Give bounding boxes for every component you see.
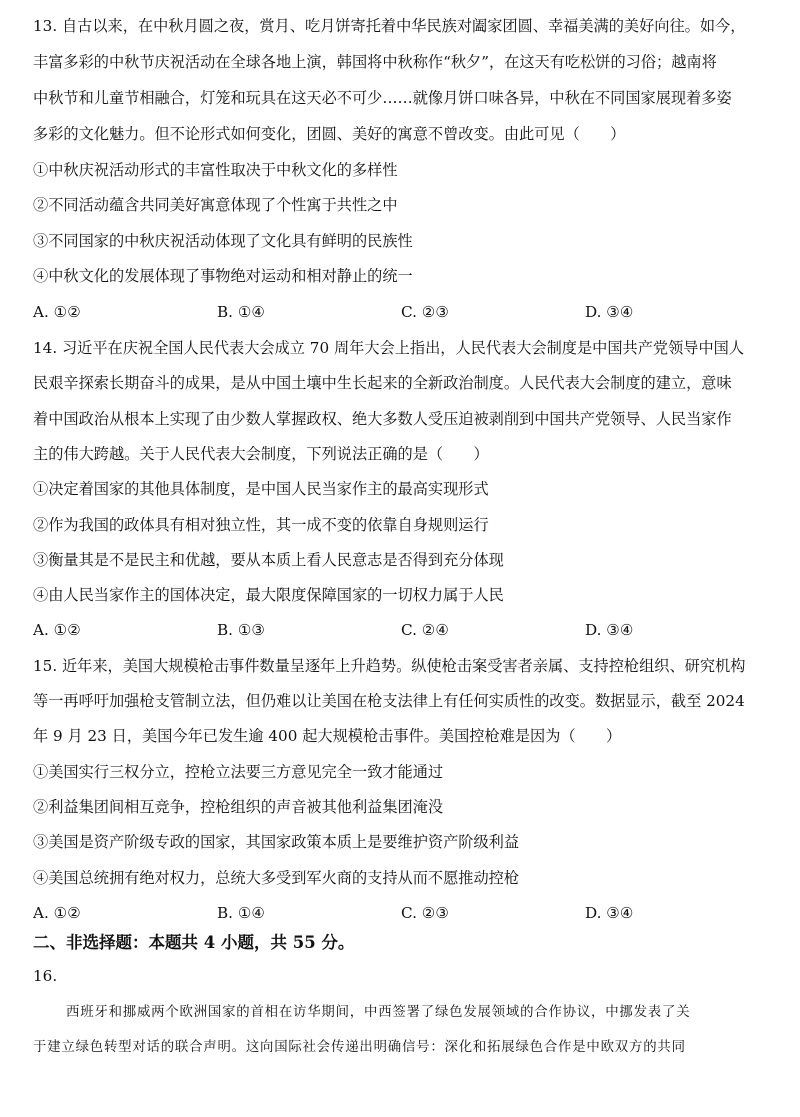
option-a[interactable]: A. ①② bbox=[33, 303, 81, 321]
statement-1: ①美国实行三权分立，控枪立法要三方意见完全一致才能通过 bbox=[33, 763, 444, 781]
statement-3: ③衡量其是不是民主和优越，要从本质上看人民意志是否得到充分体现 bbox=[33, 551, 504, 569]
option-b[interactable]: B. ①④ bbox=[217, 303, 266, 321]
statement-4: ④美国总统拥有绝对权力，总统大多受到军火商的支持从而不愿推动控枪 bbox=[33, 869, 519, 887]
question-14-stem-line: 民艰辛探索长期奋斗的成果，是从中国土壤中生长起来的全新政治制度。人民代表大会制度的建立，意味 bbox=[33, 374, 732, 392]
statement-4: ④中秋文化的发展体现了事物绝对运动和相对静止的统一 bbox=[33, 267, 413, 285]
statement-2: ②不同活动蕴含共同美好寓意体现了个性寓于共性之中 bbox=[33, 196, 398, 214]
option-d[interactable]: D. ③④ bbox=[585, 621, 634, 639]
answer-options bbox=[33, 903, 773, 923]
question-13-stem-line: 多彩的文化魅力。但不论形式如何变化，团圆、美好的寓意不曾改变。由此可见（ ） bbox=[33, 125, 626, 143]
option-d[interactable]: D. ③④ bbox=[585, 303, 634, 321]
question-13-stem-line: 中秋节和儿童节相融合，灯笼和玩具在这天必不可少……就像月饼口味各异，中秋在不同国家展现着多姿 bbox=[33, 89, 732, 107]
question-16-material-line: 西班牙和挪威两个欧洲国家的首相在访华期间，中西签署了绿色发展领域的合作协议，中挪发表了关 bbox=[66, 1005, 691, 1020]
answer-options bbox=[33, 620, 773, 640]
question-15-stem-line: 15. 近年来，美国大规模枪击事件数量呈逐年上升趋势。纵使枪击案受害者亲属、支持控枪组织、研究机构 bbox=[33, 657, 746, 675]
option-c[interactable]: C. ②③ bbox=[401, 904, 449, 922]
option-a[interactable]: A. ①② bbox=[33, 621, 81, 639]
question-14-stem-line: 14. 习近平在庆祝全国人民代表大会成立 70 周年大会上指出，人民代表大会制度是中国共产党领导中国人 bbox=[33, 339, 745, 357]
option-d[interactable]: D. ③④ bbox=[585, 904, 634, 922]
statement-3: ③不同国家的中秋庆祝活动体现了文化具有鲜明的民族性 bbox=[33, 232, 413, 250]
answer-options bbox=[33, 302, 773, 322]
statement-1: ①决定着国家的其他具体制度，是中国人民当家作主的最高实现形式 bbox=[33, 480, 489, 498]
statement-1: ①中秋庆祝活动形式的丰富性取决于中秋文化的多样性 bbox=[33, 161, 398, 179]
question-13-stem-line: 13. 自古以来，在中秋月圆之夜，赏月、吃月饼寄托着中华民族对阖家团圆、幸福美满的美好向往。如今， bbox=[33, 17, 746, 35]
statement-4: ④由人民当家作主的国体决定，最大限度保障国家的一切权力属于人民 bbox=[33, 586, 504, 604]
statement-2: ②作为我国的政体具有相对独立性，其一成不变的依靠自身规则运行 bbox=[33, 516, 489, 534]
option-c[interactable]: C. ②④ bbox=[401, 621, 449, 639]
question-15-stem-line: 等一再呼吁加强枪支管制立法，但仍难以让美国在枪支法律上有任何实质性的改变。数据显示，截至 2024 bbox=[33, 692, 745, 710]
option-a[interactable]: A. ①② bbox=[33, 904, 81, 922]
question-16-number: 16. bbox=[33, 967, 58, 985]
option-c[interactable]: C. ②③ bbox=[401, 303, 449, 321]
question-14-stem-line: 着中国政治从根本上实现了由少数人掌握政权、绝大多数人受压迫被剥削到中国共产党领导、人民当家作 bbox=[33, 410, 732, 428]
statement-3: ③美国是资产阶级专政的国家，其国家政策本质上是要维护资产阶级利益 bbox=[33, 833, 519, 851]
option-b[interactable]: B. ①④ bbox=[217, 904, 266, 922]
question-16-material-line: 于建立绿色转型对话的联合声明。这向国际社会传递出明确信号：深化和拓展绿色合作是中欧双方的共同 bbox=[33, 1040, 686, 1055]
option-b[interactable]: B. ①③ bbox=[217, 621, 266, 639]
question-14-stem-line: 主的伟大跨越。关于人民代表大会制度，下列说法正确的是（ ） bbox=[33, 445, 489, 463]
question-15-stem-line: 年 9 月 23 日，美国今年已发生逾 400 起大规模枪击事件。美国控枪难是因为（ ） bbox=[33, 727, 622, 745]
section-heading: 二、非选择题：本题共 4 小题，共 55 分。 bbox=[33, 933, 355, 952]
statement-2: ②利益集团间相互竞争，控枪组织的声音被其他利益集团淹没 bbox=[33, 798, 444, 816]
question-13-stem-line: 丰富多彩的中秋节庆祝活动在全球各地上演，韩国将中秋称作“秋夕”，在这天有吃松饼的习俗；越南将 bbox=[33, 53, 717, 71]
